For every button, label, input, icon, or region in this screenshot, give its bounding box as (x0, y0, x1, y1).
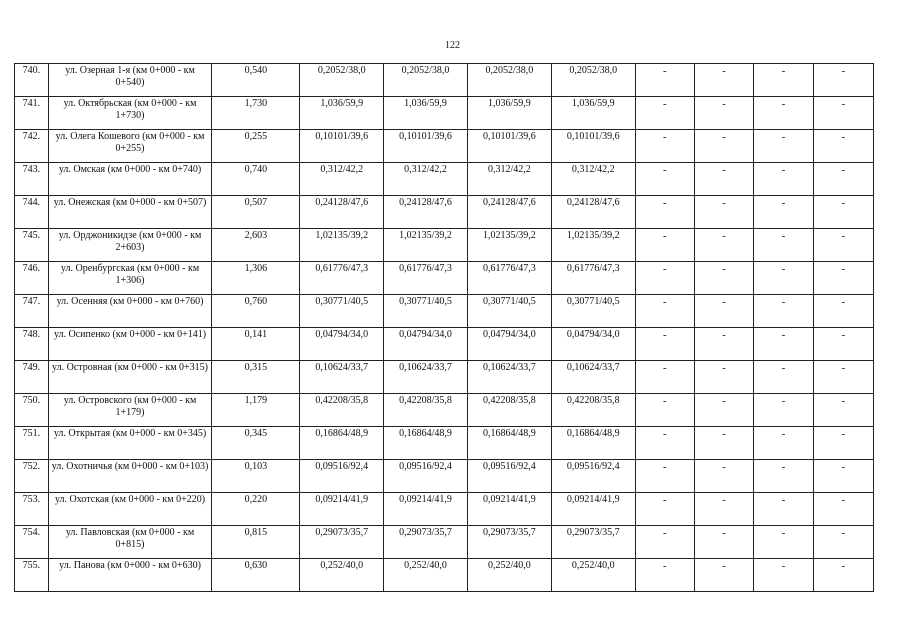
length-km: 0,103 (212, 460, 300, 493)
value-col-3: 0,16864/48,9 (467, 427, 551, 460)
table-row (15, 163, 874, 196)
value-col-3: 0,29073/35,7 (467, 526, 551, 559)
length-km: 0,345 (212, 427, 300, 460)
value-col-4: 0,29073/35,7 (551, 526, 635, 559)
dash-col-2: - (694, 130, 753, 163)
dash-col-2: - (694, 361, 753, 394)
street-name: ул. Октябрьская (км 0+000 - км 1+730) (48, 97, 212, 130)
value-col-1: 0,312/42,2 (300, 163, 384, 196)
row-number: 746. (15, 262, 49, 295)
dash-col-4: - (813, 130, 873, 163)
dash-col-3: - (754, 130, 813, 163)
street-name: ул. Олега Кошевого (км 0+000 - км 0+255) (48, 130, 212, 163)
value-col-1: 0,29073/35,7 (300, 526, 384, 559)
row-number: 740. (15, 64, 49, 97)
dash-col-3: - (754, 163, 813, 196)
dash-col-1: - (635, 262, 694, 295)
row-number: 749. (15, 361, 49, 394)
dash-col-1: - (635, 163, 694, 196)
table-row (15, 394, 874, 427)
row-number: 743. (15, 163, 49, 196)
value-col-1: 1,036/59,9 (300, 97, 384, 130)
value-col-4: 0,16864/48,9 (551, 427, 635, 460)
value-col-3: 0,30771/40,5 (467, 295, 551, 328)
dash-col-1: - (635, 196, 694, 229)
value-col-1: 0,24128/47,6 (300, 196, 384, 229)
street-name: ул. Островского (км 0+000 - км 1+179) (48, 394, 212, 427)
street-name: ул. Охотская (км 0+000 - км 0+220) (48, 493, 212, 526)
value-col-3: 0,2052/38,0 (467, 64, 551, 97)
value-col-2: 0,04794/34,0 (384, 328, 468, 361)
dash-col-1: - (635, 130, 694, 163)
table-row (15, 559, 874, 592)
dash-col-3: - (754, 493, 813, 526)
dash-col-1: - (635, 328, 694, 361)
table-row (15, 526, 874, 559)
dash-col-2: - (694, 64, 753, 97)
value-col-4: 0,04794/34,0 (551, 328, 635, 361)
length-km: 1,179 (212, 394, 300, 427)
length-km: 0,740 (212, 163, 300, 196)
dash-col-4: - (813, 163, 873, 196)
dash-col-4: - (813, 328, 873, 361)
dash-col-2: - (694, 493, 753, 526)
value-col-2: 0,10101/39,6 (384, 130, 468, 163)
length-km: 1,306 (212, 262, 300, 295)
length-km: 2,603 (212, 229, 300, 262)
dash-col-3: - (754, 394, 813, 427)
value-col-3: 0,09214/41,9 (467, 493, 551, 526)
table-row (15, 229, 874, 262)
dash-col-1: - (635, 460, 694, 493)
value-col-2: 0,30771/40,5 (384, 295, 468, 328)
dash-col-1: - (635, 229, 694, 262)
value-col-4: 0,312/42,2 (551, 163, 635, 196)
dash-col-3: - (754, 229, 813, 262)
dash-col-3: - (754, 64, 813, 97)
value-col-4: 1,02135/39,2 (551, 229, 635, 262)
length-km: 0,507 (212, 196, 300, 229)
value-col-3: 0,04794/34,0 (467, 328, 551, 361)
dash-col-4: - (813, 196, 873, 229)
value-col-3: 0,10101/39,6 (467, 130, 551, 163)
table-row (15, 427, 874, 460)
value-col-4: 0,10101/39,6 (551, 130, 635, 163)
value-col-1: 0,10624/33,7 (300, 361, 384, 394)
row-number: 755. (15, 559, 49, 592)
row-number: 752. (15, 460, 49, 493)
dash-col-4: - (813, 97, 873, 130)
value-col-3: 1,02135/39,2 (467, 229, 551, 262)
value-col-1: 0,61776/47,3 (300, 262, 384, 295)
dash-col-3: - (754, 526, 813, 559)
dash-col-2: - (694, 97, 753, 130)
row-number: 741. (15, 97, 49, 130)
street-name: ул. Охотничья (км 0+000 - км 0+103) (48, 460, 212, 493)
value-col-4: 0,2052/38,0 (551, 64, 635, 97)
row-number: 744. (15, 196, 49, 229)
row-number: 747. (15, 295, 49, 328)
value-col-2: 0,2052/38,0 (384, 64, 468, 97)
value-col-4: 0,09516/92,4 (551, 460, 635, 493)
value-col-4: 0,42208/35,8 (551, 394, 635, 427)
dash-col-4: - (813, 229, 873, 262)
value-col-4: 0,09214/41,9 (551, 493, 635, 526)
length-km: 0,255 (212, 130, 300, 163)
value-col-1: 0,10101/39,6 (300, 130, 384, 163)
dash-col-1: - (635, 394, 694, 427)
dash-col-1: - (635, 97, 694, 130)
dash-col-2: - (694, 262, 753, 295)
row-number: 754. (15, 526, 49, 559)
row-number: 753. (15, 493, 49, 526)
dash-col-2: - (694, 526, 753, 559)
value-col-4: 0,30771/40,5 (551, 295, 635, 328)
value-col-3: 0,312/42,2 (467, 163, 551, 196)
value-col-2: 0,61776/47,3 (384, 262, 468, 295)
dash-col-3: - (754, 328, 813, 361)
street-name: ул. Открытая (км 0+000 - км 0+345) (48, 427, 212, 460)
dash-col-1: - (635, 427, 694, 460)
length-km: 0,220 (212, 493, 300, 526)
dash-col-4: - (813, 526, 873, 559)
value-col-1: 0,2052/38,0 (300, 64, 384, 97)
dash-col-1: - (635, 295, 694, 328)
table-row (15, 262, 874, 295)
value-col-4: 0,61776/47,3 (551, 262, 635, 295)
dash-col-1: - (635, 526, 694, 559)
street-name: ул. Островная (км 0+000 - км 0+315) (48, 361, 212, 394)
street-name: ул. Онежская (км 0+000 - км 0+507) (48, 196, 212, 229)
value-col-2: 0,42208/35,8 (384, 394, 468, 427)
table-row (15, 295, 874, 328)
dash-col-4: - (813, 493, 873, 526)
value-col-1: 0,09214/41,9 (300, 493, 384, 526)
dash-col-3: - (754, 427, 813, 460)
table-row (15, 361, 874, 394)
dash-col-3: - (754, 361, 813, 394)
dash-col-4: - (813, 427, 873, 460)
value-col-2: 0,252/40,0 (384, 559, 468, 592)
table-row (15, 196, 874, 229)
row-number: 750. (15, 394, 49, 427)
value-col-3: 1,036/59,9 (467, 97, 551, 130)
roads-table (14, 63, 874, 592)
dash-col-3: - (754, 196, 813, 229)
street-name: ул. Панова (км 0+000 - км 0+630) (48, 559, 212, 592)
dash-col-4: - (813, 559, 873, 592)
street-name: ул. Омская (км 0+000 - км 0+740) (48, 163, 212, 196)
row-number: 751. (15, 427, 49, 460)
dash-col-1: - (635, 493, 694, 526)
value-col-4: 0,10624/33,7 (551, 361, 635, 394)
value-col-2: 0,16864/48,9 (384, 427, 468, 460)
dash-col-4: - (813, 295, 873, 328)
value-col-2: 0,09516/92,4 (384, 460, 468, 493)
value-col-1: 0,04794/34,0 (300, 328, 384, 361)
value-col-1: 0,16864/48,9 (300, 427, 384, 460)
dash-col-2: - (694, 295, 753, 328)
table-row (15, 460, 874, 493)
length-km: 0,315 (212, 361, 300, 394)
length-km: 0,540 (212, 64, 300, 97)
value-col-1: 0,252/40,0 (300, 559, 384, 592)
dash-col-1: - (635, 64, 694, 97)
value-col-4: 0,252/40,0 (551, 559, 635, 592)
value-col-2: 0,09214/41,9 (384, 493, 468, 526)
dash-col-2: - (694, 559, 753, 592)
dash-col-4: - (813, 460, 873, 493)
table-row (15, 328, 874, 361)
street-name: ул. Озерная 1-я (км 0+000 - км 0+540) (48, 64, 212, 97)
value-col-4: 0,24128/47,6 (551, 196, 635, 229)
row-number: 748. (15, 328, 49, 361)
length-km: 0,760 (212, 295, 300, 328)
value-col-3: 0,24128/47,6 (467, 196, 551, 229)
row-number: 742. (15, 130, 49, 163)
length-km: 0,815 (212, 526, 300, 559)
dash-col-3: - (754, 559, 813, 592)
dash-col-3: - (754, 262, 813, 295)
value-col-4: 1,036/59,9 (551, 97, 635, 130)
dash-col-2: - (694, 394, 753, 427)
dash-col-2: - (694, 196, 753, 229)
value-col-1: 1,02135/39,2 (300, 229, 384, 262)
value-col-1: 0,30771/40,5 (300, 295, 384, 328)
dash-col-3: - (754, 97, 813, 130)
dash-col-2: - (694, 163, 753, 196)
dash-col-4: - (813, 394, 873, 427)
table-row (15, 493, 874, 526)
value-col-3: 0,10624/33,7 (467, 361, 551, 394)
dash-col-2: - (694, 460, 753, 493)
dash-col-1: - (635, 559, 694, 592)
street-name: ул. Осенняя (км 0+000 - км 0+760) (48, 295, 212, 328)
dash-col-4: - (813, 361, 873, 394)
length-km: 1,730 (212, 97, 300, 130)
value-col-3: 0,09516/92,4 (467, 460, 551, 493)
dash-col-4: - (813, 262, 873, 295)
value-col-2: 1,02135/39,2 (384, 229, 468, 262)
table-body (15, 64, 874, 592)
dash-col-3: - (754, 460, 813, 493)
table-row (15, 97, 874, 130)
value-col-2: 0,29073/35,7 (384, 526, 468, 559)
value-col-1: 0,09516/92,4 (300, 460, 384, 493)
page-number: 122 (445, 40, 460, 51)
street-name: ул. Орджоникидзе (км 0+000 - км 2+603) (48, 229, 212, 262)
length-km: 0,141 (212, 328, 300, 361)
table-row (15, 64, 874, 97)
dash-col-2: - (694, 229, 753, 262)
dash-col-2: - (694, 328, 753, 361)
value-col-3: 0,252/40,0 (467, 559, 551, 592)
dash-col-1: - (635, 361, 694, 394)
row-number: 745. (15, 229, 49, 262)
value-col-3: 0,42208/35,8 (467, 394, 551, 427)
value-col-3: 0,61776/47,3 (467, 262, 551, 295)
value-col-1: 0,42208/35,8 (300, 394, 384, 427)
dash-col-3: - (754, 295, 813, 328)
street-name: ул. Осипенко (км 0+000 - км 0+141) (48, 328, 212, 361)
value-col-2: 0,312/42,2 (384, 163, 468, 196)
dash-col-4: - (813, 64, 873, 97)
value-col-2: 0,10624/33,7 (384, 361, 468, 394)
length-km: 0,630 (212, 559, 300, 592)
value-col-2: 0,24128/47,6 (384, 196, 468, 229)
table-row (15, 130, 874, 163)
value-col-2: 1,036/59,9 (384, 97, 468, 130)
street-name: ул. Оренбургская (км 0+000 - км 1+306) (48, 262, 212, 295)
dash-col-2: - (694, 427, 753, 460)
street-name: ул. Павловская (км 0+000 - км 0+815) (48, 526, 212, 559)
